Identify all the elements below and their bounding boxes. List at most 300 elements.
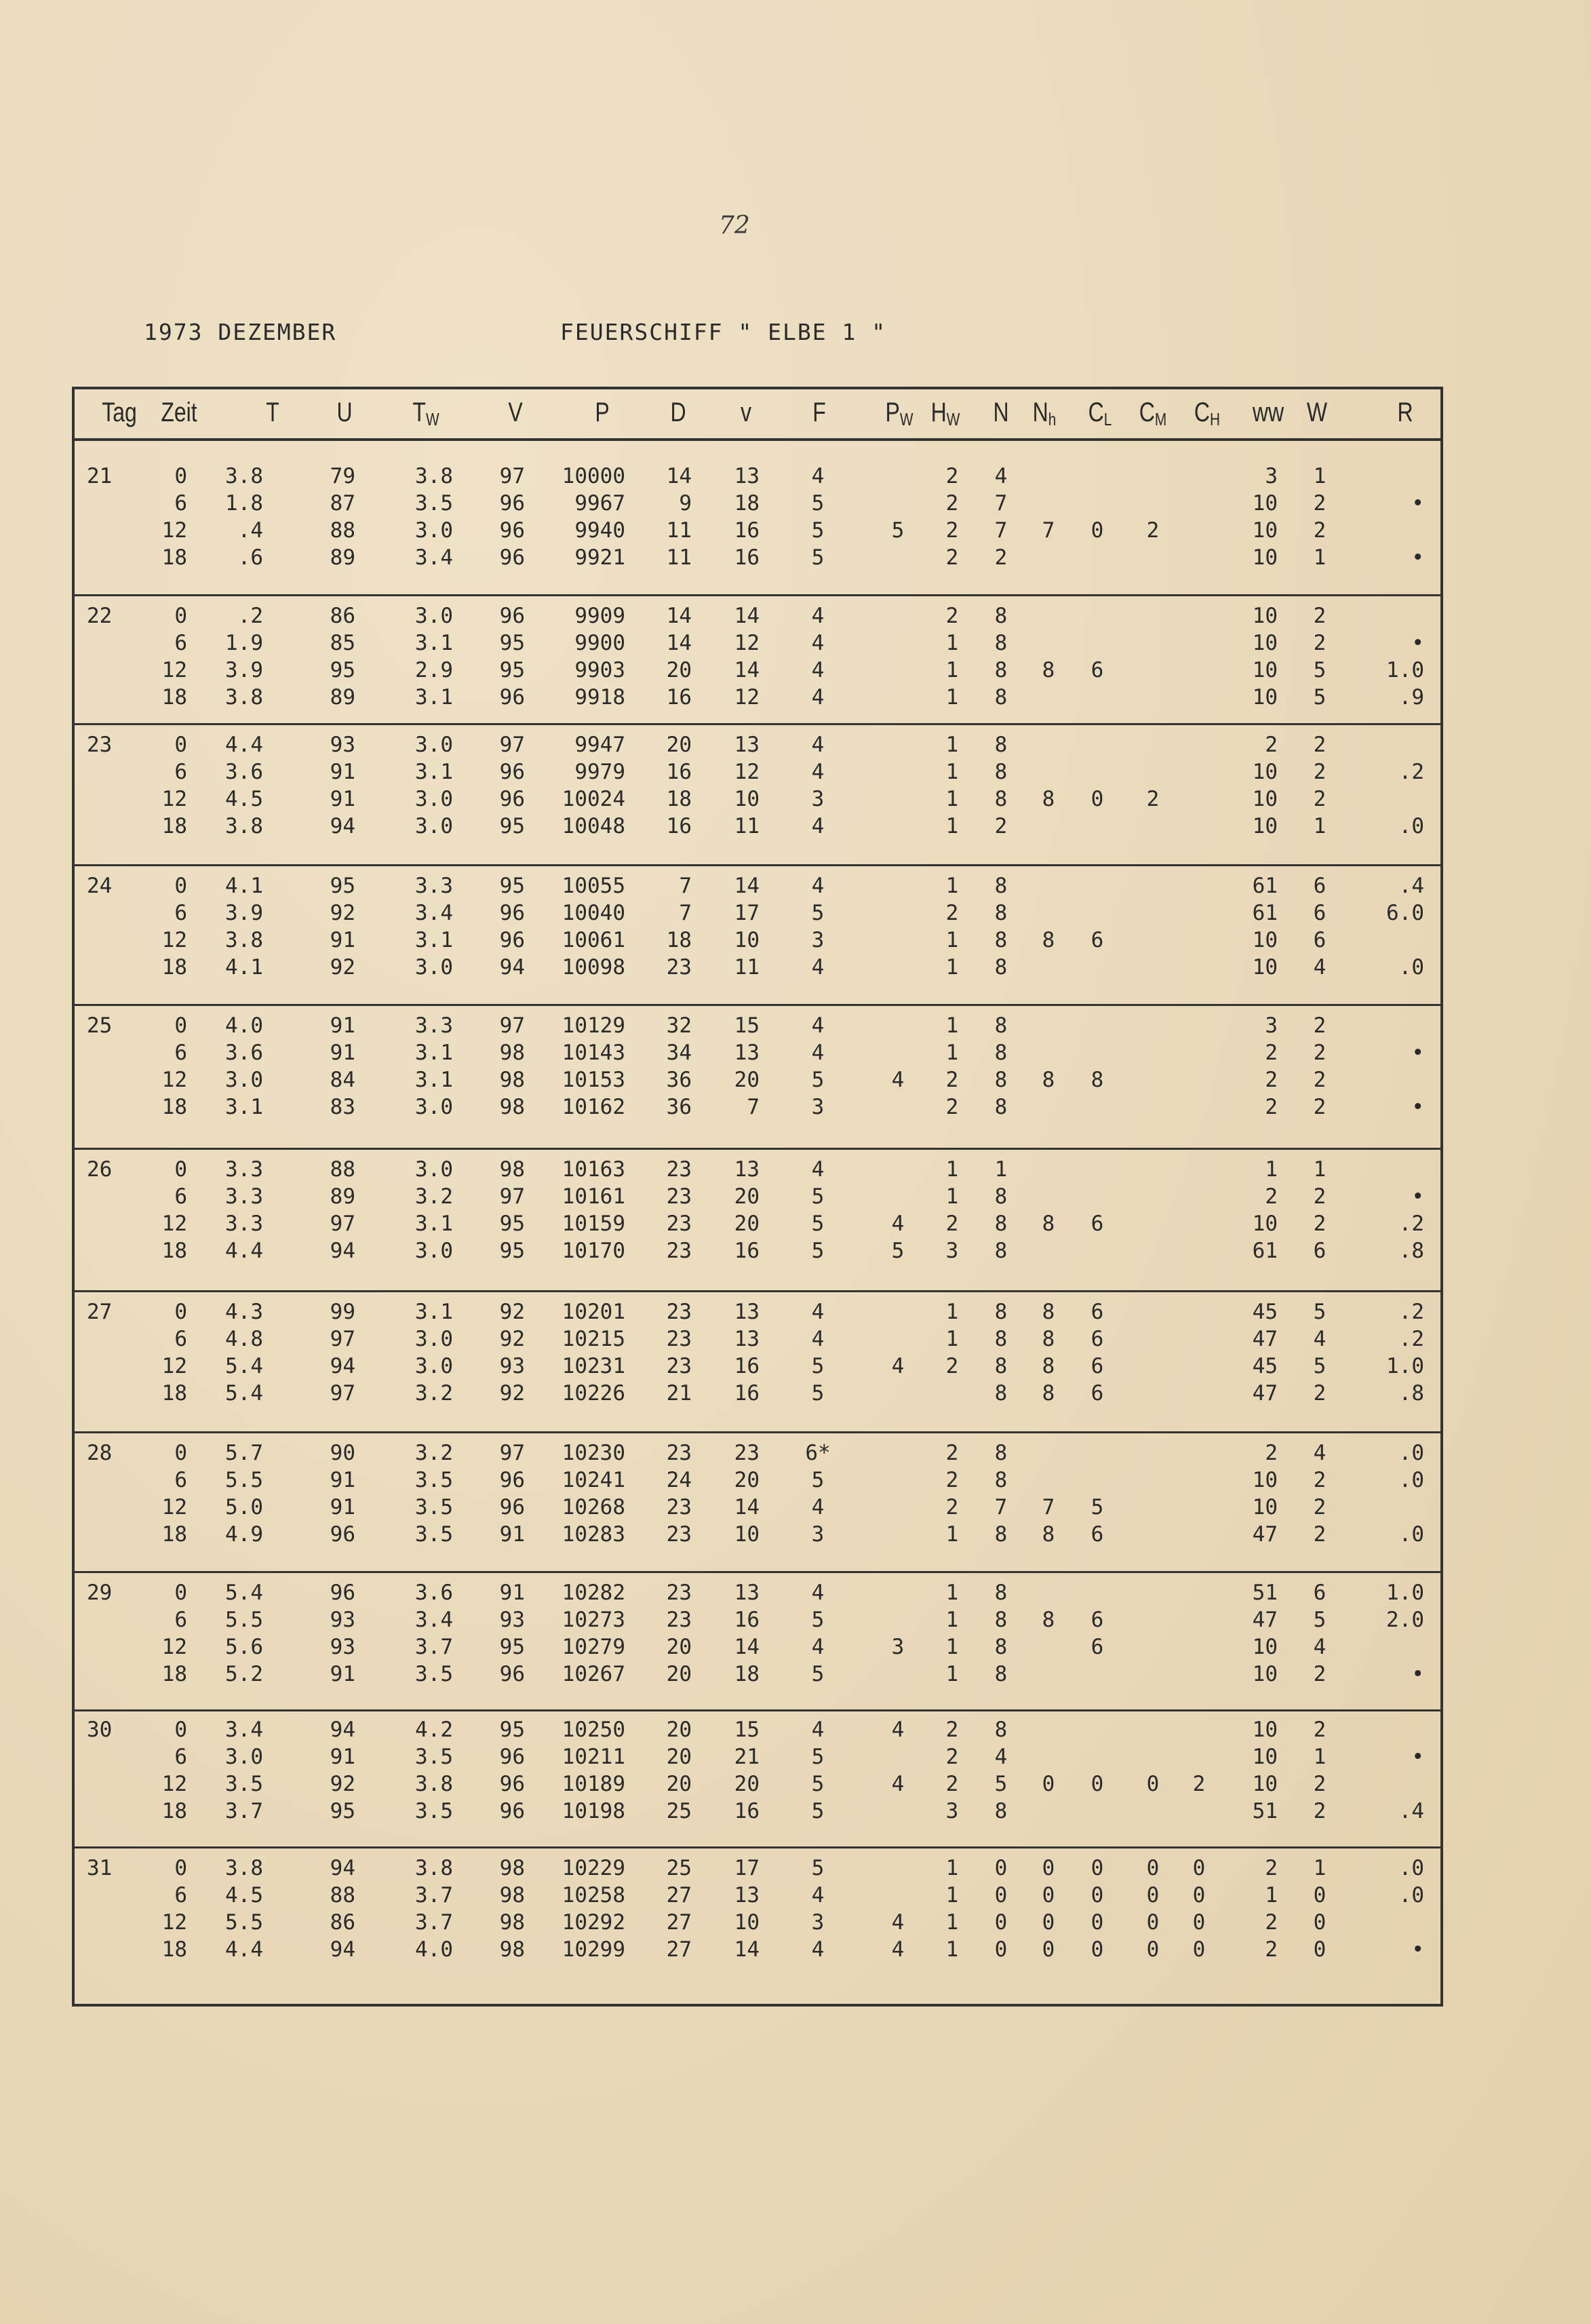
cell-v: 14: [734, 1495, 760, 1519]
cell-U: 93: [330, 1608, 355, 1632]
cell-ww: 10: [1252, 1745, 1278, 1769]
col-header-label: ww: [1252, 398, 1284, 427]
cell-F: 5: [811, 1212, 825, 1236]
cell-U: 91: [330, 1468, 355, 1492]
cell-Hw: 2: [945, 1745, 959, 1769]
cell-T: 4.5: [225, 1883, 263, 1907]
cell-Tw: 3.5: [415, 1522, 453, 1547]
cell-Hw: 1: [945, 928, 959, 952]
cell-D: 23: [666, 1327, 692, 1351]
cell-CL: 6: [1091, 1608, 1104, 1632]
cell-Hw: 1: [945, 1327, 959, 1351]
cell-ww: 2: [1265, 1441, 1278, 1465]
cell-Tw: 3.8: [415, 1856, 453, 1880]
cell-zeit: 18: [161, 1522, 187, 1547]
cell-T: 5.7: [225, 1441, 263, 1465]
col-header-Tw: [393, 398, 458, 430]
cell-ww: 10: [1252, 658, 1278, 682]
cell-zeit: 12: [161, 1635, 187, 1659]
cell-Hw: 1: [945, 1041, 959, 1065]
cell-F: 5: [811, 518, 825, 543]
cell-R: •: [1411, 1662, 1424, 1686]
cell-zeit: 12: [161, 1772, 187, 1796]
cell-D: 23: [666, 1354, 692, 1378]
cell-ww: 10: [1252, 1468, 1278, 1492]
cell-F: 5: [811, 1799, 825, 1823]
cell-V: 98: [499, 1937, 525, 1962]
cell-ww: 10: [1252, 928, 1278, 952]
cell-N: 8: [994, 733, 1008, 757]
cell-Hw: 2: [945, 464, 959, 488]
cell-D: 23: [666, 1522, 692, 1547]
cell-U: 95: [330, 658, 355, 682]
cell-Nh: 8: [1042, 928, 1055, 952]
cell-Tw: 3.0: [415, 1354, 453, 1378]
col-header-label: v: [741, 398, 751, 427]
cell-W: 0: [1313, 1910, 1327, 1935]
cell-W: 5: [1313, 1354, 1327, 1378]
cell-D: 18: [666, 787, 692, 811]
cell-T: 5.5: [225, 1468, 263, 1492]
cell-Hw: 2: [945, 1718, 959, 1742]
cell-N: 4: [994, 464, 1008, 488]
cell-Tw: 3.1: [415, 1300, 453, 1324]
cell-v: 10: [734, 1910, 760, 1935]
cell-F: 3: [811, 1095, 825, 1119]
cell-Tw: 3.1: [415, 760, 453, 784]
cell-zeit: 0: [174, 1013, 187, 1038]
cell-U: 85: [330, 631, 355, 655]
cell-v: 20: [734, 1068, 760, 1092]
cell-D: 25: [666, 1856, 692, 1880]
cell-R: .0: [1398, 1856, 1424, 1880]
cell-Nh: 7: [1042, 518, 1055, 543]
cell-ww: 47: [1252, 1381, 1278, 1406]
cell-T: 3.4: [225, 1718, 263, 1742]
cell-F: 4: [811, 1327, 825, 1351]
cell-Nh: 8: [1042, 1068, 1055, 1092]
cell-R: •: [1411, 545, 1424, 570]
cell-F: 6*: [805, 1441, 831, 1465]
cell-CL: 6: [1091, 658, 1104, 682]
cell-W: 2: [1313, 1772, 1327, 1796]
cell-D: 32: [666, 1013, 692, 1038]
day-label: 30: [87, 1718, 113, 1742]
cell-T: .2: [237, 604, 263, 628]
cell-ww: 2: [1265, 1184, 1278, 1209]
cell-N: 8: [994, 1635, 1008, 1659]
cell-CH: 0: [1192, 1856, 1206, 1880]
cell-R: .0: [1398, 1883, 1424, 1907]
cell-Tw: 3.8: [415, 1772, 453, 1796]
cell-Tw: 3.7: [415, 1910, 453, 1935]
cell-Nh: 8: [1042, 1300, 1055, 1324]
cell-Hw: 2: [945, 1772, 959, 1796]
cell-ww: 10: [1252, 545, 1278, 570]
cell-N: 2: [994, 814, 1008, 838]
cell-D: 7: [679, 901, 692, 925]
cell-v: 18: [734, 1662, 760, 1686]
cell-CH: 0: [1192, 1937, 1206, 1962]
col-header-D: [646, 398, 711, 428]
cell-U: 92: [330, 1772, 355, 1796]
cell-R: .0: [1398, 1522, 1424, 1547]
cell-N: 8: [994, 760, 1008, 784]
cell-W: 1: [1313, 545, 1327, 570]
cell-v: 20: [734, 1212, 760, 1236]
cell-F: 4: [811, 874, 825, 898]
cell-V: 98: [499, 1883, 525, 1907]
cell-V: 96: [499, 760, 525, 784]
cell-P: 9921: [574, 545, 625, 570]
cell-P: 10098: [562, 955, 625, 980]
cell-zeit: 18: [161, 955, 187, 980]
cell-P: 10231: [562, 1354, 625, 1378]
cell-CL: 0: [1091, 1856, 1104, 1880]
cell-Tw: 3.4: [415, 545, 453, 570]
col-header-label: F: [812, 398, 826, 427]
col-header-T: [240, 398, 305, 428]
cell-zeit: 12: [161, 1495, 187, 1519]
cell-W: 0: [1313, 1883, 1327, 1907]
cell-F: 4: [811, 658, 825, 682]
col-header-label: V: [508, 398, 523, 427]
cell-U: 92: [330, 955, 355, 980]
cell-W: 1: [1313, 1856, 1327, 1880]
col-header-zeit: [146, 398, 212, 428]
cell-V: 98: [499, 1041, 525, 1065]
cell-Tw: 3.2: [415, 1381, 453, 1406]
cell-Hw: 1: [945, 1937, 959, 1962]
cell-v: 16: [734, 1799, 760, 1823]
cell-ww: 10: [1252, 1495, 1278, 1519]
day-label: 24: [87, 874, 113, 898]
cell-v: 18: [734, 491, 760, 516]
col-header-W: [1284, 398, 1350, 428]
cell-W: 2: [1313, 1212, 1327, 1236]
cell-V: 95: [499, 814, 525, 838]
cell-Nh: 8: [1042, 1354, 1055, 1378]
cell-zeit: 0: [174, 1581, 187, 1605]
cell-N: 8: [994, 1327, 1008, 1351]
cell-Pw: 5: [891, 518, 905, 543]
cell-D: 27: [666, 1910, 692, 1935]
cell-W: 2: [1313, 1013, 1327, 1038]
day-label: 28: [87, 1441, 113, 1465]
cell-Tw: 3.7: [415, 1883, 453, 1907]
cell-V: 96: [499, 491, 525, 516]
cell-R: •: [1411, 1041, 1424, 1065]
cell-T: 4.1: [225, 874, 263, 898]
cell-F: 4: [811, 604, 825, 628]
cell-T: 1.8: [225, 491, 263, 516]
cell-N: 0: [994, 1856, 1008, 1880]
cell-ww: 1: [1265, 1883, 1278, 1907]
cell-ww: 45: [1252, 1354, 1278, 1378]
cell-v: 10: [734, 1522, 760, 1547]
cell-R: •: [1411, 1745, 1424, 1769]
cell-Hw: 1: [945, 1013, 959, 1038]
cell-ww: 61: [1252, 1239, 1278, 1263]
cell-N: 2: [994, 545, 1008, 570]
cell-CL: 6: [1091, 928, 1104, 952]
cell-Tw: 3.8: [415, 464, 453, 488]
cell-Tw: 3.0: [415, 1157, 453, 1182]
cell-v: 21: [734, 1745, 760, 1769]
cell-V: 97: [499, 733, 525, 757]
cell-Tw: 3.0: [415, 955, 453, 980]
cell-V: 98: [499, 1068, 525, 1092]
cell-v: 13: [734, 1581, 760, 1605]
cell-W: 5: [1313, 685, 1327, 710]
header-year-month: 1973 DEZEMBER: [144, 319, 337, 345]
cell-V: 95: [499, 631, 525, 655]
cell-P: 10283: [562, 1522, 625, 1547]
cell-D: 24: [666, 1468, 692, 1492]
cell-W: 6: [1313, 1239, 1327, 1263]
cell-zeit: 12: [161, 518, 187, 543]
cell-zeit: 18: [161, 1239, 187, 1263]
cell-ww: 47: [1252, 1327, 1278, 1351]
cell-CM: 0: [1146, 1937, 1160, 1962]
cell-CL: 0: [1091, 1883, 1104, 1907]
cell-D: 20: [666, 658, 692, 682]
cell-T: 3.8: [225, 464, 263, 488]
cell-Hw: 2: [945, 901, 959, 925]
cell-Tw: 3.5: [415, 1662, 453, 1686]
cell-Tw: 3.2: [415, 1441, 453, 1465]
cell-ww: 10: [1252, 1772, 1278, 1796]
cell-ww: 10: [1252, 491, 1278, 516]
cell-U: 93: [330, 733, 355, 757]
cell-Hw: 1: [945, 658, 959, 682]
cell-Pw: 4: [891, 1937, 905, 1962]
cell-Tw: 3.1: [415, 1212, 453, 1236]
cell-U: 94: [330, 814, 355, 838]
cell-CM: 2: [1146, 787, 1160, 811]
cell-ww: 10: [1252, 760, 1278, 784]
cell-Pw: 4: [891, 1910, 905, 1935]
cell-Nh: 0: [1042, 1772, 1055, 1796]
cell-N: 8: [994, 1581, 1008, 1605]
cell-F: 4: [811, 955, 825, 980]
cell-W: 2: [1313, 604, 1327, 628]
cell-D: 14: [666, 464, 692, 488]
cell-D: 16: [666, 760, 692, 784]
col-header-subscript: H: [1210, 409, 1221, 429]
cell-Nh: 8: [1042, 1608, 1055, 1632]
cell-N: 7: [994, 518, 1008, 543]
cell-zeit: 6: [174, 491, 187, 516]
cell-D: 16: [666, 814, 692, 838]
cell-R: 6.0: [1386, 901, 1424, 925]
cell-V: 98: [499, 1856, 525, 1880]
cell-D: 20: [666, 1718, 692, 1742]
cell-W: 2: [1313, 631, 1327, 655]
cell-R: 1.0: [1386, 658, 1424, 682]
cell-W: 6: [1313, 1581, 1327, 1605]
cell-Tw: 3.3: [415, 1013, 453, 1038]
day-label: 25: [87, 1013, 113, 1038]
cell-v: 16: [734, 545, 760, 570]
cell-W: 5: [1313, 1300, 1327, 1324]
cell-P: 10241: [562, 1468, 625, 1492]
cell-ww: 10: [1252, 1718, 1278, 1742]
cell-D: 36: [666, 1068, 692, 1092]
cell-zeit: 12: [161, 1212, 187, 1236]
cell-ww: 1: [1265, 1157, 1278, 1182]
cell-ww: 2: [1265, 1041, 1278, 1065]
cell-ww: 10: [1252, 1212, 1278, 1236]
cell-U: 91: [330, 1662, 355, 1686]
cell-U: 86: [330, 604, 355, 628]
cell-F: 5: [811, 1856, 825, 1880]
cell-F: 4: [811, 1300, 825, 1324]
day-separator: [72, 723, 1443, 725]
cell-V: 96: [499, 604, 525, 628]
cell-Tw: 4.0: [415, 1937, 453, 1962]
cell-V: 96: [499, 1772, 525, 1796]
cell-V: 92: [499, 1327, 525, 1351]
cell-v: 10: [734, 928, 760, 952]
cell-W: 4: [1313, 955, 1327, 980]
cell-P: 9947: [574, 733, 625, 757]
cell-zeit: 0: [174, 1856, 187, 1880]
cell-W: 2: [1313, 1522, 1327, 1547]
cell-V: 96: [499, 901, 525, 925]
cell-U: 86: [330, 1910, 355, 1935]
cell-Tw: 3.0: [415, 733, 453, 757]
cell-CL: 6: [1091, 1327, 1104, 1351]
cell-F: 4: [811, 1157, 825, 1182]
cell-U: 90: [330, 1441, 355, 1465]
cell-zeit: 12: [161, 1354, 187, 1378]
col-header-label: H: [930, 398, 947, 427]
cell-T: 3.5: [225, 1772, 263, 1796]
cell-CL: 6: [1091, 1522, 1104, 1547]
cell-V: 97: [499, 464, 525, 488]
cell-D: 20: [666, 1635, 692, 1659]
cell-ww: 2: [1265, 733, 1278, 757]
cell-zeit: 18: [161, 814, 187, 838]
col-header-label: D: [670, 398, 686, 427]
cell-P: 10000: [562, 464, 625, 488]
cell-P: 10061: [562, 928, 625, 952]
cell-Hw: 2: [945, 1095, 959, 1119]
cell-N: 8: [994, 1718, 1008, 1742]
cell-V: 92: [499, 1300, 525, 1324]
cell-Hw: 1: [945, 1635, 959, 1659]
cell-v: 16: [734, 1381, 760, 1406]
cell-Hw: 2: [945, 518, 959, 543]
cell-F: 4: [811, 1041, 825, 1065]
cell-T: 3.6: [225, 760, 263, 784]
cell-D: 23: [666, 1212, 692, 1236]
cell-U: 91: [330, 760, 355, 784]
cell-W: 2: [1313, 1381, 1327, 1406]
day-separator: [72, 1571, 1443, 1573]
cell-W: 6: [1313, 928, 1327, 952]
cell-F: 4: [811, 1937, 825, 1962]
cell-P: 10161: [562, 1184, 625, 1209]
cell-Tw: 3.0: [415, 1327, 453, 1351]
cell-Tw: 3.1: [415, 1041, 453, 1065]
col-header-label: T: [412, 398, 426, 427]
cell-R: .9: [1398, 685, 1424, 710]
cell-zeit: 6: [174, 631, 187, 655]
cell-T: 4.0: [225, 1013, 263, 1038]
cell-W: 2: [1313, 1184, 1327, 1209]
cell-Tw: 3.3: [415, 874, 453, 898]
cell-P: 9940: [574, 518, 625, 543]
cell-P: 10170: [562, 1239, 625, 1263]
cell-D: 25: [666, 1799, 692, 1823]
cell-N: 8: [994, 1068, 1008, 1092]
col-header-label: W: [1306, 398, 1328, 427]
cell-zeit: 6: [174, 1468, 187, 1492]
cell-F: 4: [811, 1635, 825, 1659]
cell-Hw: 2: [945, 1495, 959, 1519]
cell-N: 8: [994, 1184, 1008, 1209]
cell-V: 94: [499, 955, 525, 980]
cell-T: 4.4: [225, 733, 263, 757]
cell-D: 23: [666, 1495, 692, 1519]
cell-U: 88: [330, 518, 355, 543]
cell-T: 3.9: [225, 658, 263, 682]
cell-Hw: 1: [945, 1300, 959, 1324]
cell-Tw: 2.9: [415, 658, 453, 682]
cell-v: 13: [734, 1041, 760, 1065]
cell-R: .4: [1398, 874, 1424, 898]
cell-P: 10143: [562, 1041, 625, 1065]
cell-R: •: [1411, 491, 1424, 516]
cell-N: 8: [994, 1239, 1008, 1263]
cell-v: 20: [734, 1468, 760, 1492]
cell-zeit: 18: [161, 545, 187, 570]
cell-CL: 6: [1091, 1635, 1104, 1659]
cell-N: 8: [994, 1799, 1008, 1823]
cell-Tw: 3.1: [415, 1068, 453, 1092]
day-separator: [72, 1148, 1443, 1150]
col-header-V: [483, 398, 548, 428]
cell-Hw: 2: [945, 1468, 959, 1492]
cell-Tw: 3.2: [415, 1184, 453, 1209]
cell-ww: 10: [1252, 631, 1278, 655]
cell-T: 4.3: [225, 1300, 263, 1324]
cell-ww: 2: [1265, 1095, 1278, 1119]
cell-W: 2: [1313, 518, 1327, 543]
cell-P: 10129: [562, 1013, 625, 1038]
cell-V: 96: [499, 545, 525, 570]
cell-zeit: 12: [161, 1068, 187, 1092]
cell-T: 4.5: [225, 787, 263, 811]
cell-v: 16: [734, 1354, 760, 1378]
cell-Hw: 1: [945, 685, 959, 710]
cell-F: 5: [811, 1354, 825, 1378]
cell-zeit: 12: [161, 787, 187, 811]
col-header-label: C: [1194, 398, 1211, 427]
col-header-label: T: [266, 398, 279, 427]
cell-P: 9918: [574, 685, 625, 710]
cell-Pw: 4: [891, 1354, 905, 1378]
cell-zeit: 18: [161, 1937, 187, 1962]
cell-W: 5: [1313, 1608, 1327, 1632]
cell-W: 2: [1313, 1041, 1327, 1065]
cell-v: 13: [734, 1300, 760, 1324]
cell-V: 98: [499, 1095, 525, 1119]
cell-W: 5: [1313, 658, 1327, 682]
cell-zeit: 6: [174, 1041, 187, 1065]
